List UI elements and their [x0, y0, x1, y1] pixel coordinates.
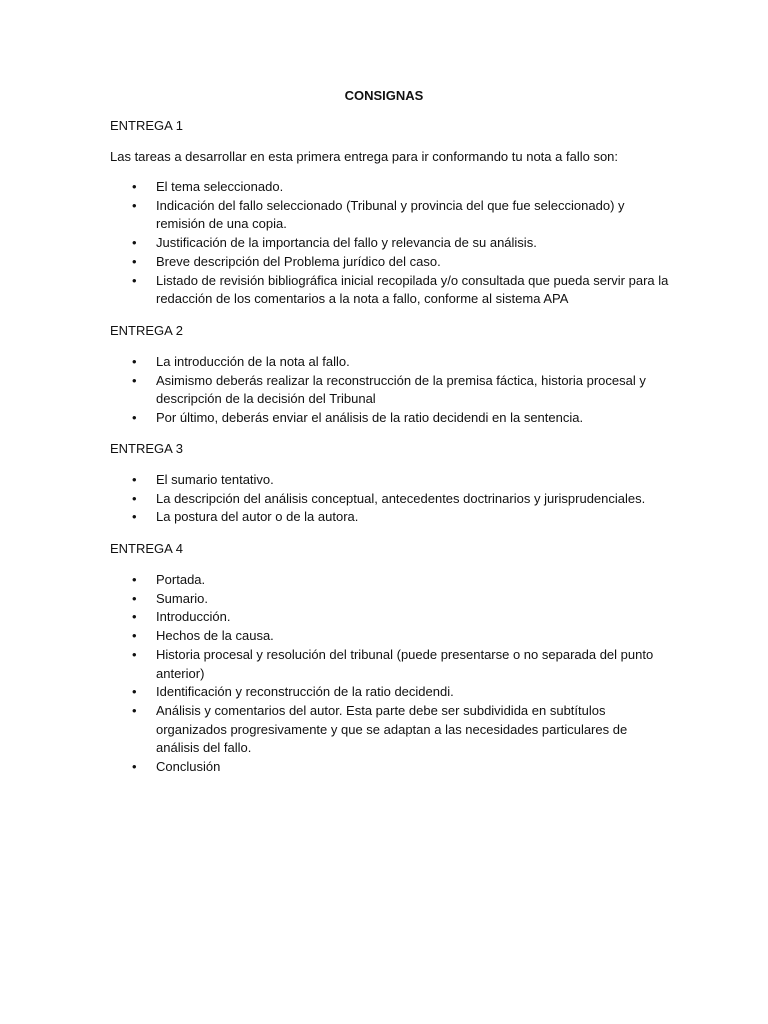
list-item-text: Sumario. [156, 590, 209, 606]
list-item-text: La introducción de la nota al fallo. [156, 354, 350, 369]
list-item [110, 627, 670, 646]
bullet-icon: • [132, 272, 137, 288]
list-item-text: La postura del autor o de la autora. [156, 509, 359, 525]
bullet-icon: • [132, 590, 137, 606]
bullet-icon: • [132, 509, 137, 525]
list-item-text: Justificación de la importancia del fallo y relevancia de su análisis. [156, 235, 537, 251]
section-heading-entrega-4: ENTREGA 4 [110, 541, 183, 556]
bullet-icon: • [132, 646, 137, 662]
section-heading-entrega-1: ENTREGA 1 [110, 118, 183, 133]
list-item-text: Conclusión [156, 759, 221, 775]
section-heading-entrega-2: ENTREGA 2 [110, 323, 183, 338]
bullet-icon: • [132, 490, 137, 506]
list-item [110, 272, 670, 309]
bullet-icon: • [132, 759, 137, 775]
list-item [110, 372, 670, 409]
list-item-text: La descripción del análisis conceptual, antecedentes doctrinarios y jurisprudenciales. [156, 490, 646, 506]
list-item [110, 197, 670, 234]
list-item [110, 683, 670, 702]
list-item-text: Por último, deberás enviar el análisis de la ratio decidendi en la sentencia. [156, 410, 584, 426]
list-item-text: El tema seleccionado. [156, 179, 284, 194]
page-title: CONSIGNAS [344, 88, 424, 103]
list-item-text: El sumario tentativo. [156, 472, 274, 487]
bullet-icon: • [132, 354, 137, 369]
section-heading-entrega-3: ENTREGA 3 [110, 441, 183, 456]
bullet-icon: • [132, 472, 137, 487]
list-item-text: Listado de revisión bibliográfica inicial recopilada y/o consultada que pueda servir para la redacción de los comentarios a la nota a fallo, conforme al sistema APA [156, 272, 669, 307]
list-item-text: Hechos de la causa. [156, 628, 274, 644]
bullet-icon: • [132, 572, 137, 587]
bullet-icon: • [132, 372, 137, 388]
list-item-text: Introducción. [156, 609, 231, 625]
bullet-list-entrega-4 [110, 571, 670, 777]
list-item [110, 646, 670, 683]
bullet-icon: • [132, 235, 137, 251]
list-item [110, 508, 670, 527]
list-item-text: Asimismo deberás realizar la reconstrucción de la premisa fáctica, historia procesal y descripción de la decisión del Tribunal [156, 372, 646, 407]
list-item-text: Breve descripción del Problema jurídico del caso. [156, 253, 441, 269]
list-item [110, 758, 670, 777]
list-item [110, 178, 670, 197]
list-item [110, 571, 670, 590]
list-item [110, 253, 670, 272]
list-item-text: Portada. [156, 572, 206, 587]
bullet-icon: • [132, 609, 137, 625]
section-intro-entrega-1: Las tareas a desarrollar en esta primera entrega para ir conformando tu nota a fallo son: [110, 149, 619, 164]
bullet-icon: • [132, 179, 137, 194]
list-item [110, 234, 670, 253]
list-item [110, 608, 670, 627]
list-item [110, 490, 670, 509]
bullet-icon: • [132, 197, 137, 213]
list-item-text: Identificación y reconstrucción de la ratio decidendi. [156, 684, 454, 700]
list-item-text: Historia procesal y resolución del tribunal (puede presentarse o no separada del punto anterior) [156, 646, 654, 681]
bullet-icon: • [132, 253, 137, 269]
list-item-text: Indicación del fallo seleccionado (Tribunal y provincia del que fue seleccionado) y remisión de una copia. [156, 197, 625, 232]
bullet-list-entrega-1 [110, 178, 670, 309]
list-item [110, 409, 670, 428]
bullet-icon: • [132, 684, 137, 700]
bullet-list-entrega-2 [110, 353, 670, 428]
list-item [110, 702, 670, 758]
list-item [110, 353, 670, 372]
bullet-icon: • [132, 410, 137, 426]
list-item [110, 590, 670, 609]
list-item [110, 471, 670, 490]
bullet-icon: • [132, 628, 137, 644]
list-item-text: Análisis y comentarios del autor. Esta parte debe ser subdividida en subtítulos organizados progresivamente y que se adaptan a las necesidades particulares de análisis del fallo. [156, 702, 628, 756]
bullet-list-entrega-3 [110, 471, 670, 527]
bullet-icon: • [132, 702, 137, 718]
